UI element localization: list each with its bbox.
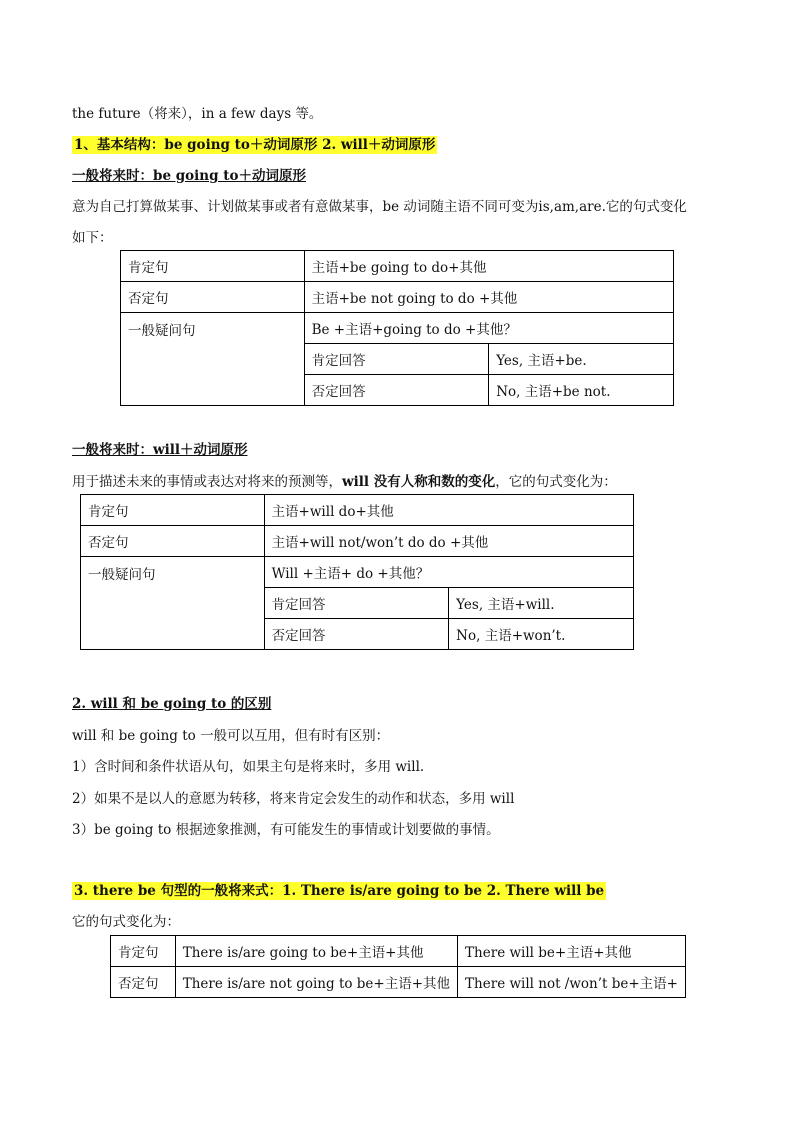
yes-form: Yes, 主语+be. (489, 344, 674, 375)
heading-will: 一般将来时：will＋动词原形 (72, 442, 248, 458)
yes-label: 肯定回答 (264, 588, 449, 619)
negative-form-going-to: There is/are not going to be+主语+其他 (175, 967, 457, 998)
negative-label: 否定句 (121, 282, 305, 313)
there-be-intro: 它的句式变化为： (72, 914, 180, 930)
table-row (121, 251, 674, 282)
positive-form: 主语+will do+其他 (264, 495, 633, 526)
no-form: No, 主语+be not. (489, 375, 674, 406)
table-row (121, 282, 674, 313)
negative-form: 主语+will not/won’t do do +其他 (264, 526, 633, 557)
yes-form: Yes, 主语+will. (449, 588, 634, 619)
heading-basic-structure-text: 1、基本结构：be going to＋动词原形 2. will＋动词原形 (74, 137, 436, 153)
will-desc (72, 470, 617, 490)
question-label: 一般疑问句 (121, 313, 305, 406)
positive-label: 肯定句 (81, 495, 265, 526)
difference-item: 3）be going to 根据迹象推测，有可能发生的事情或计划要做的事情。 (72, 822, 500, 838)
no-label: 否定回答 (304, 375, 489, 406)
positive-form-going-to: There is/are going to be+主语+其他 (175, 936, 457, 967)
negative-label: 否定句 (111, 967, 176, 998)
negative-form: 主语+be not going to do +其他 (304, 282, 673, 313)
intro-line: the future（将来），in a few days 等。 (72, 106, 323, 122)
table-row (111, 967, 686, 998)
positive-label: 肯定句 (111, 936, 176, 967)
will-table (80, 494, 634, 650)
question-form: Be +主语+going to do +其他？ (304, 313, 673, 344)
table-row (81, 526, 634, 557)
be-going-to-desc-line2: 如下： (72, 230, 113, 246)
will-desc-post: ，它的句式变化为： (495, 474, 617, 490)
negative-form-will: There will not /won’t be+主语+ (458, 967, 686, 998)
question-form: Will +主语+ do +其他？ (264, 557, 633, 588)
positive-form-will: There will be+主语+其他 (458, 936, 686, 967)
no-form: No, 主语+won’t. (449, 619, 634, 650)
table-row (81, 495, 634, 526)
will-desc-bold: will 没有人称和数的变化 (342, 474, 496, 490)
difference-intro: will 和 be going to 一般可以互用，但有时有区别： (72, 728, 390, 744)
be-going-to-table (120, 250, 674, 406)
no-label: 否定回答 (264, 619, 449, 650)
table-row (111, 936, 686, 967)
question-label: 一般疑问句 (81, 557, 265, 650)
difference-item: 1）含时间和条件状语从句，如果主句是将来时，多用 will. (72, 759, 425, 775)
table-row (121, 313, 674, 344)
yes-label: 肯定回答 (304, 344, 489, 375)
table-row (81, 557, 634, 588)
will-desc-pre: 用于描述未来的事情或表达对将来的预测等， (72, 474, 342, 490)
negative-label: 否定句 (81, 526, 265, 557)
heading-difference: 2. will 和 be going to 的区别 (72, 696, 272, 712)
heading-basic-structure (72, 133, 437, 153)
be-going-to-desc-line1: 意为自己打算做某事、计划做某事或者有意做某事，be 动词随主语不同可变为is,am,are.它的句式变化 (72, 199, 687, 215)
positive-form: 主语+be going to do+其他 (304, 251, 673, 282)
positive-label: 肯定句 (121, 251, 305, 282)
there-be-table (110, 935, 686, 998)
difference-item: 2）如果不是以人的意愿为转移，将来肯定会发生的动作和状态，多用 will (72, 791, 515, 807)
heading-be-going-to: 一般将来时：be going to＋动词原形 (72, 168, 306, 184)
heading-there-be-text: 3. there be 句型的一般将来式：1. There is/are going to be 2. There will be (74, 883, 605, 899)
heading-there-be (72, 879, 606, 899)
